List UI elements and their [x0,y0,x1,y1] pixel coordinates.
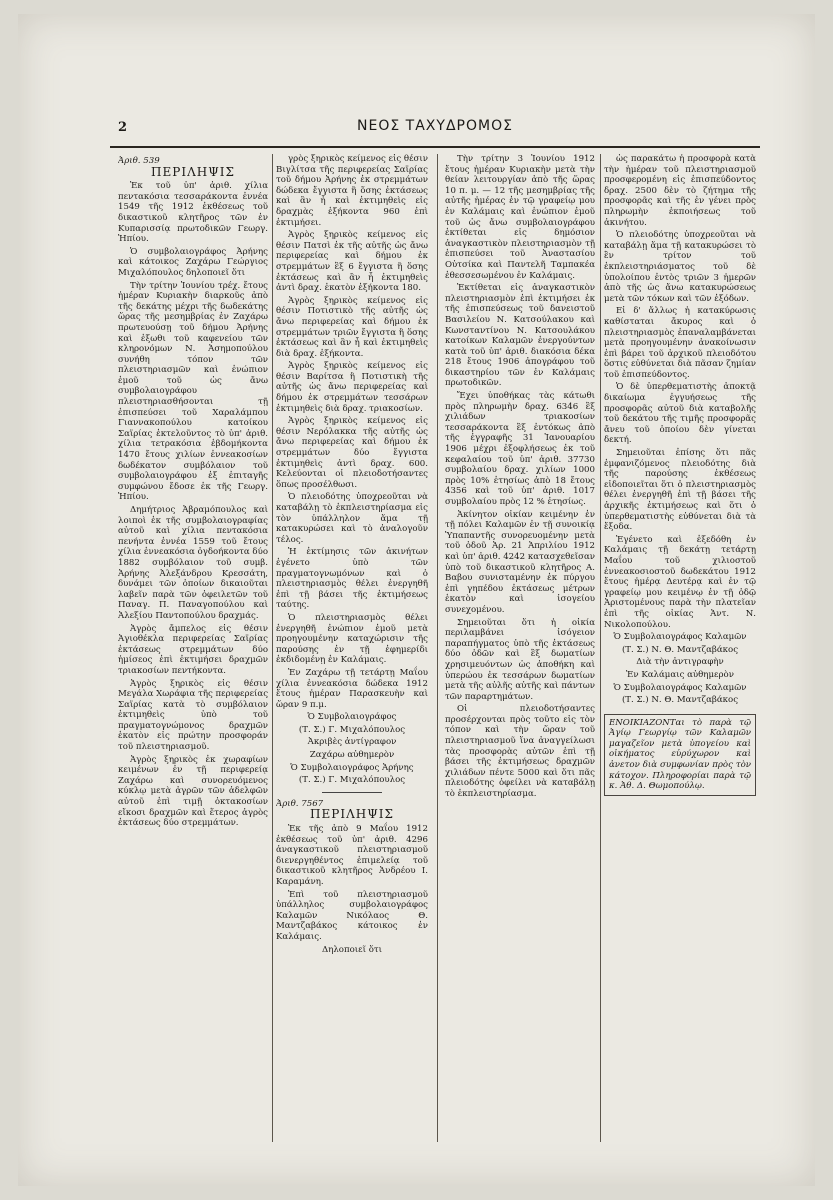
signature-line: Ὁ Συμβολαιογράφος Ἀρήνης [290,762,414,773]
signature-line: (Τ. Σ.) Ν. Θ. Μαντζαβάκος [621,695,739,706]
paragraph: Ἀγρὸς ξηρικὸς κείμενος εἰς θέσιν Βαρίτσα ἢ Ποτιστικὴ τῆς αὐτῆς ὡς ἄνω περιφερείας καὶ δήμου ἐκ στρεμμάτων τεσσάρων ἐκτιμηθεὶς διὰ δραχ. τριακοσίων. [276,361,428,414]
column-4 [604,154,756,1146]
signature-line: Ζαχάρω αὐθημερὸν [309,750,395,761]
signature-line: Ἐν Καλάμαις αὐθημερὸν [626,669,734,680]
notice-number: Ἀριθ. 7567 [276,798,324,809]
paragraph: Σημειοῦται ἐπίσης ὅτι πᾶς ἐμφανιζόμενος πλειοδότης διὰ τῆς παρούσης ἐκθέσεως εἰδοποιεῖται ὅτι ὁ πλειστηριασμὸς θέλει ἐνεργηθῆ ἐπὶ τῇ βάσει τῆς ἀρχικῆς ἐκτιμήσεως καὶ ὅτι ὁ ὑπερθεματιστὴς εὐθύνεται διὰ τὰ ἔξοδα. [604,448,756,533]
column-rule [600,154,601,1142]
column-rule [437,154,438,1142]
classified-ad: ΕΝΟΙΚΙΑΖΟΝΤαι τὸ παρὰ τῷ Ἀγίῳ Γεωργίῳ τῶν Καλαμῶν μαγαζεῖον μετὰ ὑπογείου καὶ οἰκήματος εὑρύχωρον καὶ ἀνετον διὰ συμφωνίαν πρὸς τὸν κάτοχον. Πληροφορίαι παρὰ τῷ κ. Ἀθ. Δ. Θωμοπούλῳ. [604,714,756,796]
paragraph: Ὁ πλειοδότης ὑποχρεοῦται νὰ καταβάλῃ τὸ ἐκπλειστηρίασμα εἰς τὸν ὑπάλληλον ἅμα τῇ κατακυρώσει καὶ τὸ ἀναλογοῦν τέλος. [276,492,428,545]
paragraph: Ἀγρὸς ξηρικὸς εἰς θέσιν Μεγάλα Χωράφια τῆς περιφερείας Σαϊρίας κατὰ τὸ συμβόλαιον ἐκτιμηθεὶς ὑπὸ τοῦ πραγματογνώμονος δραχμῶν ἑκατὸν εἰς πρώτην προσφοράν τοῦ πλειστηριασμοῦ. [118,678,268,753]
paragraph: Ἐκ τοῦ ὑπ' ἀριθ. χίλια πεντακόσια τεσσαράκοντα ἐννέα 1549 τῆς 1912 ἐκθέσεως τοῦ δικαστικοῦ κλητῆρος τῶν ἐν Κυπαρισσίᾳ πρωτοδικῶν Γεωργ. Ἠπίου. [118,181,268,245]
column-rule [272,154,273,1142]
signature-line: Διὰ τὴν ἀντιγραφὴν [636,657,724,668]
paragraph: Ἀγρὸς ξηρικὸς ἐκ χωραφίων κειμένων ἐν τῇ περιφερείᾳ Ζαχάρω καὶ συνορευόμενος κύκλῳ μετὰ ἀγρῶν τῶν ἀδελφῶν αὐτοῦ ἐπὶ τιμῇ ὀκτακοσίων εἴκοσι δραχμῶν καὶ ἕτερος ἀγρὸς ἐκτάσεως δύο στρεμμάτων. [118,754,268,829]
paragraph: Ἐγένετο καὶ ἐξεδόθη ἐν Καλάμαις τῇ δεκάτῃ τετάρτῃ Μαΐου τοῦ χιλιοστοῦ ἐννεακοσιοστοῦ δωδεκάτου 1912 ἔτους ἡμέρᾳ Δευτέρᾳ καὶ ἐν τῷ γραφείῳ μου κειμένῳ ἐν τῇ ὁδῷ Ἀριστομένους παρὰ τὴν πλατεῖαν ἐπὶ τῆς οἰκίας Ἀντ. Ν. Νικολοπούλου. [604,534,756,630]
paragraph: Ἐκ τῆς ἀπὸ 9 Μαΐου 1912 ἐκθέσεως τοῦ ὑπ' ἀριθ. 4296 ἀναγκαστικοῦ πλειστηριασμοῦ διενεργηθέντος ἐπιμελείᾳ τοῦ δικαστικοῦ κλητῆρος Ἀνδρέου Ι. Καραμάνη. [276,824,428,887]
divider [322,792,383,793]
paragraph: Ἔχει ὑποθήκας τὰς κάτωθι πρὸς πληρωμὴν δραχ. 6346 ἓξ χιλιάδων τριακοσίων τεσσαράκοντα ἓξ ἐντόκως ἀπὸ τῆς ἐγγραφῆς 31 Ἰανουαρίου 1906 μέχρι ἐξοφλήσεως ἐκ τοῦ κεφαλαίου τοῦ ὑπ' ἀριθ. 37730 συμβολαίου δραχ. χιλίων 1000 πρὸς 10% ἐτησίως ἀπὸ 18 ἔτους 4356 καὶ τοῦ ὑπ' ἀριθ. 1017 συμβολαίου πρὸς 12 % ἐτησίως. [445,391,595,507]
masthead-title: ΝΕΟΣ ΤΑΧΥΔΡΟΜΟΣ [357,118,513,134]
paragraph: Τὴν τρίτην Ἰουνίου τρέχ. ἔτους ἡμέραν Κυριακὴν διαρκοῦς ἀπὸ τῆς δεκάτης μέχρι τῆς δωδεκάτης ὥρας τῆς μεσημβρίας ἐν Ζαχάρω πρωτευούσῃ τοῦ δήμου Ἀρήνης καὶ ἐξωθι τοῦ καφενείου τῶν κληρονόμων Ν. Ἀσημοπούλου συνήθη τόπον τῶν πλειστηριασμῶν καὶ ἐνώπιον ἐμοῦ τοῦ ὡς ἄνω συμβολαιογράφου πλειστηριασθήσονται τῇ ἐπισπεύσει τοῦ Χαραλάμπου Γιαννακοπούλου κατοίκου Σαϊρίας ἐκτελοῦντος τὸ ὑπ' ἀριθ. χίλια τετρακόσια ἑβδομήκοντα 1470 ἔτους χιλίων ἐννεακοσίων δωδέκατον συμβόλαιον τοῦ συμβολαιογράφου ἐξ ἐπιταγῆς συμφώνου ἔδοσε ἐκ τῆς Γεωργ. Ἠπίου. [118,280,268,503]
paragraph: Δημήτριος Ἀβραμόπουλος καὶ λοιποὶ ἐκ τῆς συμβολαιογραφίας αὐτοῦ καὶ χίλια πεντακόσια πενήντα ἐννέα 1559 τοῦ ἔτους χίλια ἐννεακόσια ὀγδοήκοντα δύο 1882 συμβόλαιον τοῦ συμβ. Ἀρήνης Ἀλεξάνδρου Κρεσσάτη, δυνάμει τῶν ὁποίων δικαιοῦται λαβεῖν παρὰ τῶν ὀφειλετῶν τοῦ Παναγ. Π. Παναγοπούλου καὶ Ἀλεξίου Παντοπούλου δραχμάς. [118,505,268,621]
paragraph: Τὴν τρίτην 3 Ἰουνίου 1912 ἔτους ἡμέραν Κυριακὴν μετὰ τὴν θείαν λειτουργίαν ἀπὸ τῆς ὥρας 10 π. μ. — 12 τῆς μεσημβρίας τῆς αὐτῆς ἡμέρας ἐν τῷ γραφείῳ μου ἐν Καλάμαις καὶ ἐνώπιον ἐμοῦ τοῦ ὡς ἄνω συμβολαιογράφου ἐκτίθεται εἰς δημόσιον ἀναγκαστικὸν πλειστηριασμὸν τῇ ἐπισπεύσει τοῦ Ἀναστασίου Οὐτσίκα καὶ Παντελῆ Ταμπακέα ἐθεσσεσωμένου ἐν Καλάμαις. [445,154,595,281]
paragraph: Σημειοῦται ὅτι ἡ οἰκία περιλαμβάνει ἰσόγειον παραπήγματος ὑπὸ τῆς ἐκτάσεως δύο ὁδῶν καὶ ἓξ δωματίων χρησιμευόντων ὡς ἀποθήκη καὶ ὑπερώου ἐκ τεσσάρων δωματίων μετὰ τῆς αὐλῆς αὐτῆς καὶ πάντων τῶν παραρτημάτων. [445,617,595,702]
column-2 [276,154,428,1146]
signature-line: Ὁ Συμβολαιογράφος Καλαμῶν [613,682,747,693]
paragraph: Ἀγρὸς ξηρικὸς κείμενος εἰς θέσιν Ποτιστικὸ τῆς αὐτῆς ὡς ἄνω περιφερείας καὶ δήμου ἐκ στρεμμάτων τριῶν ἔγγιστα ἢ ὅσης ἐκτάσεως καὶ ἂν ἦ καὶ ἐκτιμηθεὶς διὰ δραχ. ἐξήκοντα. [276,295,428,359]
signature-line: Ἀκριβὲς ἀντίγραφον [307,737,397,748]
signature-line: Ὁ Συμβολαιογράφος [307,712,397,723]
paragraph: Εἰ δ' ἄλλως ἡ κατακύρωσις καθίσταται ἄκυρος καὶ ὁ πλειστηριασμὸς ἐπαναλαμβάνεται μετὰ προηγουμένην ἀνακοίνωσιν ἐπὶ βάρει τοῦ ἀρχικοῦ πλειοδότου ὅστις εὐθύνεται διὰ πᾶσαν ζημίαν τοῦ ἐπισπεύδοντος. [604,306,756,380]
paragraph: Ἡ ἐκτίμησις τῶν ἀκινήτων ἐγένετο ὑπὸ τῶν πραγματογνωμόνων καὶ ὁ πλειστηριασμὸς θέλει ἐνεργηθῆ ἐπὶ τῇ βάσει τῆς ἐκτιμήσεως ταύτης. [276,547,428,611]
paragraph: Ἐκτίθεται εἰς ἀναγκαστικὸν πλειστηριασμὸν ἐπὶ ἐκτιμήσει ἐκ τῆς ἐπισπεύσεως τοῦ δανειστοῦ Βασιλείου Ν. Κατσούλακου καὶ Κωνσταντίνου Ν. Κατσουλάκου κατοίκων Καλαμῶν ἐνεργούντων κατὰ τοῦ ὑπ' ἀριθ. διακόσια δέκα 218 ἔτους 1906 ἀπογράφου τοῦ δικαστηρίου τῶν ἐν Καλάμαις πρωτοδικῶν. [445,283,595,389]
paragraph: ὡς παρακάτω ἡ προσφορὰ κατὰ τὴν ἡμέραν τοῦ πλειστηριασμοῦ προσφερομένη εἰς ἐπισπεύδοντος δραχ. 2500 δὲν τὸ ζήτημα τῆς προσφορᾶς καὶ τῆς ἐν γένει πρὸς πληρωμὴν ἐκποιήσεως τοῦ ἀκινήτου. [604,154,756,228]
paragraph: Ὁ πλειστηριασμὸς θέλει ἐνεργηθῆ ἐνώπιον ἐμοῦ μετὰ προηγουμένην καταχώρισιν τῆς παρούσης ἐν τῇ ἐφημερίδι ἐκδιδομένῃ ἐν Καλάμαις. [276,612,428,666]
paragraph: Ἀκίνητον οἰκίαν κειμένην ἐν τῇ πόλει Καλαμῶν ἐν τῇ συνοικίᾳ Ὑπαπαντῆς συνορευομένην μετὰ τοῦ ὁδοῦ Ἀρ. 21 Ἀπριλίου 1912 καὶ ὑπ' ἀριθ. 4242 κατασχεθεῖσαν ὑπὸ τοῦ δικαστικοῦ κλητῆρος Α. Βαβου συνισταμένην ἐκ πύργου ἐπὶ γηπέδου ἐκτάσεως μέτρων ἑκατὸν καὶ ἰσογείου συνεχομένου. [445,509,595,615]
paragraph: Ἀγρὸς ξηρικὸς κείμενος εἰς θέσιν Πατσὶ ἐκ τῆς αὐτῆς ὡς ἄνω περιφερείας καὶ δήμου ἐκ στρεμμάτων ἓξ 6 ἔγγιστα ἢ ὅσης ἐκτάσεως καὶ ἂν ἦ ἐκτιμηθεὶς ἀντὶ δραχ. ἑκατὸν ἑξήκοντα 180. [276,230,428,294]
paragraph: Ὁ πλειοδότης ὑποχρεοῦται νὰ καταβάλῃ ἅμα τῇ κατακυρώσει τὸ ἓν τρίτον τοῦ ἐκπλειστηριάσματος τοῦ δὲ ὑπολοίπου ἐντὸς τριῶν 3 ἡμερῶν ἀπὸ τῆς ὡς ἄνω κατακυρώσεως μετὰ τῶν τόκων καὶ τῶν ἐξόδων. [604,230,756,304]
page-header [110,110,760,148]
signature-line: (Τ. Σ.) Γ. Μιχαλόπουλος [298,724,406,735]
signature-line: (Τ. Σ.) Γ. Μιχαλόπουλος [298,775,406,786]
notice-number: Ἀριθ. 539 [118,156,160,166]
paragraph: Ἀγρὸς ξηρικὸς κείμενος εἰς θέσιν Νερόλακκα τῆς αὐτῆς ὡς ἄνω περιφερείας καὶ δήμου ἐκ στρεμμάτων δύο ἔγγιστα ἐκτιμηθεὶς ἀντὶ δραχ. 600. Κελεύονται οἱ πλειοδοτήσαντες ὅπως προσέλθωσι. [276,416,428,490]
signature-line: (Τ. Σ.) Ν. Θ. Μαντζαβάκος [621,644,739,655]
paragraph: Ἀγρὸς ἄμπελος εἰς θέσιν Ἀγιοθέκλα περιφερείας Σαϊρίας ἐκτάσεως στρεμμάτων δύο ἡμίσεος ἐπὶ ἐκτιμήσει δραχμῶν τριακοσίων πεντήκοντα. [118,623,268,676]
paragraph: Ἐν Ζαχάρω τῇ τετάρτῃ Μαΐου χίλια ἐννεακόσια δώδεκα 1912 ἔτους ἡμέραν Παρασκευὴν καὶ ὥραν 9 π.μ. [276,667,428,710]
paragraph: Ὁ δὲ ὑπερθεματιστὴς ἀποκτᾷ δικαίωμα ἐγγυήσεως τῆς προσφορᾶς αὐτοῦ διὰ καταβολῆς τοῦ δεκάτου τῆς τιμῆς προσφορᾶς ἄνευ τοῦ ὁποίου δὲν γίνεται δεκτή. [604,382,756,446]
signature-line: Ὁ Συμβολαιογράφος Καλαμῶν [613,632,747,643]
column-1 [118,154,268,1146]
paragraph: Δηλοποιεῖ ὅτι [321,944,383,955]
paragraph: Οἱ πλειοδοτήσαντες προσέρχονται πρὸς τοῦτο εἰς τὸν τόπον καὶ τὴν ὥραν τοῦ πλειστηριασμοῦ ἵνα ἀναγγείλωσι τὰς προσφορὰς αὐτῶν ἐπὶ τῇ βάσει τῆς ἐκτιμήσεως δραχμῶν χιλιάδων πέντε 5000 καὶ ὅτι πᾶς πλειοδότης ὀφείλει νὰ καταβάλῃ τὸ ἐκπλειστηρίασμα. [445,704,595,800]
paragraph: Ὁ συμβολαιογράφος Ἀρήνης καὶ κάτοικος Ζαχάρω Γεώργιος Μιχαλόπουλος δηλοποιεῖ ὅτι [118,246,268,278]
page-number: 2 [118,120,128,135]
paragraph: γρὸς ξηρικὸς κείμενος εἰς θέσιν Βιγλίτσα τῆς περιφερείας Σαϊρίας τοῦ δήμου Ἀρήνης ἐκ στρεμμάτων δώδεκα ἔγγιστα ἢ ὅσης ἐκτάσεως καὶ ἂν ἦ καὶ ἐκτιμηθεὶς εἰς δραχμὰς ἑξήκοντα 960 ἐπὶ ἐκτιμήσει. [276,154,428,228]
newspaper-page [18,14,815,1186]
notice-title: ΠΕΡΙΛΗΨΙΣ [310,807,394,822]
column-3 [445,154,595,1146]
paragraph: Ἐπὶ τοῦ πλειστηριασμοῦ ὑπάλληλος συμβολαιογράφος Καλαμῶν Νικόλαος Θ. Μαντζαβάκος κάτοικος ἐν Καλάμαις. [276,889,428,942]
notice-title: ΠΕΡΙΛΗΨΙΣ [151,164,235,179]
